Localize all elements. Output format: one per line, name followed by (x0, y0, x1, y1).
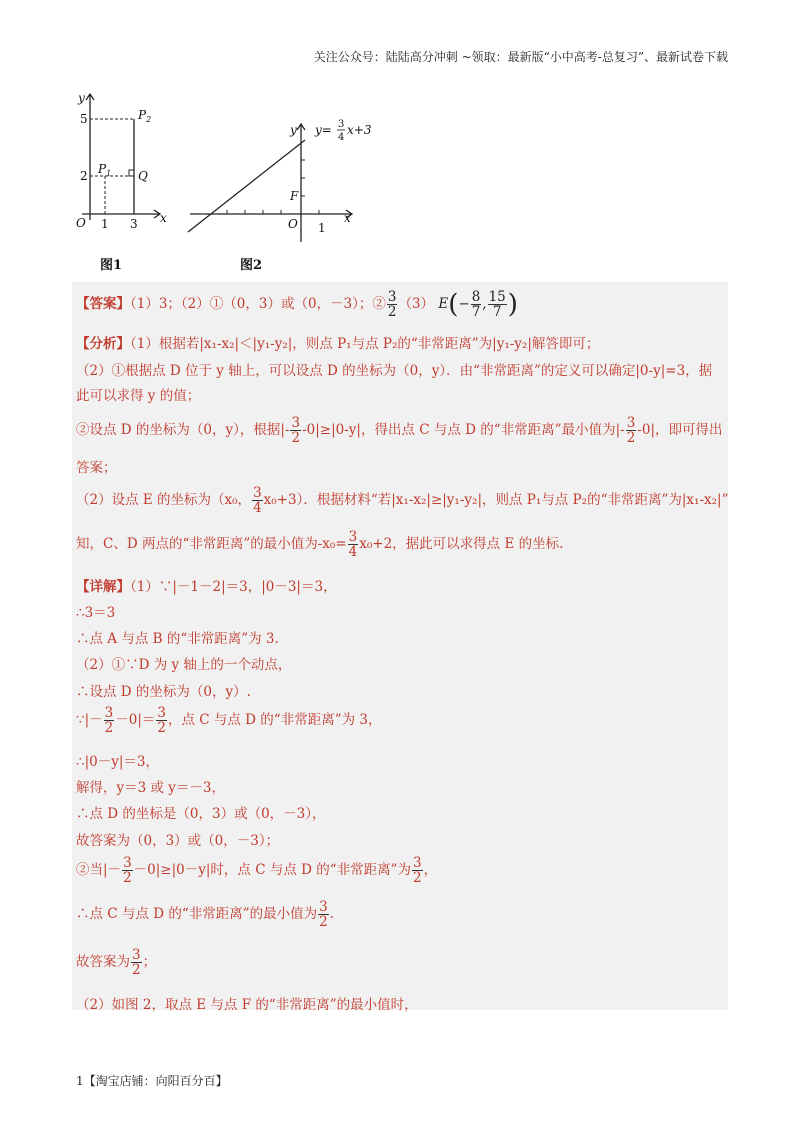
page-header: 关注公众号：陆陆高分冲刺 ~领取：最新版“小中高考-总复习”、最新试卷下载 (313, 50, 728, 64)
detail-line-9: ∴点 D 的坐标是（0，3）或（0，－3）， (76, 806, 326, 822)
fig1-q: Q (138, 169, 148, 183)
fig1-tick-x3: 3 (130, 217, 138, 231)
analysis-line-1: 【分析】（1）根据若|x₁-x₂|＜|y₁-y₂|，则点 P₁与点 P₂的“非常距离”为|y₁-y₂|解答即可； (76, 336, 600, 352)
detail-line-3: ∴点 A 与点 B 的“非常距离”为 3. (76, 631, 279, 647)
detail-line-11: ②当|－ $\frac{3}{2}$ －0|≥|0－y|时，点 C 与点 D 的“非常距离”为 $\frac{3}{2}$ ， (76, 855, 438, 887)
answer-e-y: $\frac{15}{7}$ (488, 289, 506, 321)
fig2-equation-left: y= (315, 123, 332, 137)
figure-2-caption: 图2 (240, 258, 263, 273)
shop-name: 【淘宝店铺：向阳百分百】 (83, 1074, 228, 1088)
figure-2 (180, 112, 380, 252)
fig1-x-label: x (160, 211, 167, 225)
fig2-point-f: F (290, 189, 299, 203)
fig1-p2: $P_2$ (138, 108, 152, 124)
analysis-line-3: 此可以求得 y 的值； (76, 388, 201, 404)
page-number: 1 (76, 1074, 84, 1088)
answer-line: 【答案】（1）3；（2）①（0，3）或（0，－3）；② $\frac{3}{2}$ （3） E(− $\frac{8}{7}$ , $\frac{15}{7}$ ) (76, 289, 518, 321)
detail-line-14: （2）如图 2，取点 E 与点 F 的“非常距离”的最小值时， (76, 997, 418, 1013)
figure-1-caption: 图1 (100, 258, 123, 273)
fig2-origin: O (288, 217, 298, 231)
answer-e-x: $\frac{8}{7}$ (471, 289, 481, 321)
detail-line-1: 【详解】（1）∵|－1－2|＝3，|0－3|＝3， (76, 579, 337, 595)
detail-line-2: ∴3＝3 (76, 605, 116, 621)
detail-line-12: ∴点 C 与点 D 的“非常距离”的最小值为 $\frac{3}{2}$ . (76, 899, 335, 931)
fig2-equation-num: 3 (338, 119, 345, 130)
fig2-tick-1: 1 (318, 221, 326, 235)
fig1-p1: $P_1$ (98, 162, 112, 178)
detail-line-10: 故答案为（0，3）或（0，－3）； (76, 833, 280, 849)
fig1-tick-x1: 1 (101, 217, 109, 231)
detail-line-4: （2）①∵D 为 y 轴上的一个动点， (76, 657, 292, 673)
answer-text: （1）3；（2）①（0，3）或（0，－3）；② (130, 296, 386, 313)
answer-point-e: E (438, 296, 449, 313)
detail-line-6: ∵|－ $\frac{3}{2}$ －0|＝ $\frac{3}{2}$ ，点 C 与点 D 的“非常距离”为 3， (76, 705, 382, 737)
analysis-line-5: 答案； (76, 460, 117, 476)
detail-line-13: 故答案为 $\frac{3}{2}$ ； (76, 947, 157, 979)
figure-1 (72, 88, 182, 238)
analysis-line-6: （2）设点 E 的坐标为（x₀， $\frac{3}{4}$ x₀+3）．根据材料“若|x₁-x₂|≥|y₁-y₂|，则点 P₁与点 P₂的“非常距离”为|x₁-x₂|” (76, 485, 729, 517)
answer-fraction: $\frac{3}{2}$ (387, 289, 397, 321)
analysis-line-4: ②设点 D 的坐标为（0，y），根据|- $\frac{3}{2}$ -0|≥|0-y|，得出点 C 与点 D 的“非常距离”最小值为|- $\frac{3}{2}$ -0|，即可得出 (76, 415, 723, 447)
analysis-line-7: 知，C、D 两点的“非常距离”的最小值为-x₀= $\frac{3}{4}$ x₀+2，据此可以求得点 E 的坐标. (76, 529, 564, 561)
fig1-tick-2: 2 (80, 169, 88, 183)
analysis-line-2: （2）①根据点 D 位于 y 轴上，可以设点 D 的坐标为（0，y）．由“非常距离”的定义可以确定|0-y|=3，据 (76, 363, 713, 379)
detail-line-8: 解得，y＝3 或 y＝－3， (76, 780, 226, 796)
fig2-x-label: x (344, 211, 351, 225)
fig1-y-label: y (78, 91, 85, 105)
detail-line-7: ∴|0－y|＝3， (76, 754, 159, 770)
fig1-tick-5: 5 (80, 112, 88, 126)
answer-part3: （3） (398, 296, 435, 313)
page-footer (76, 1072, 228, 1089)
fig2-equation-right: x+3 (347, 123, 372, 137)
answer-tag: 【答案】 (76, 296, 130, 313)
fig1-origin: O (76, 216, 86, 230)
detail-line-5: ∴设点 D 的坐标为（0，y）. (76, 684, 251, 700)
fig2-y-label: y (290, 123, 297, 137)
fig2-equation-den: 4 (338, 132, 345, 143)
